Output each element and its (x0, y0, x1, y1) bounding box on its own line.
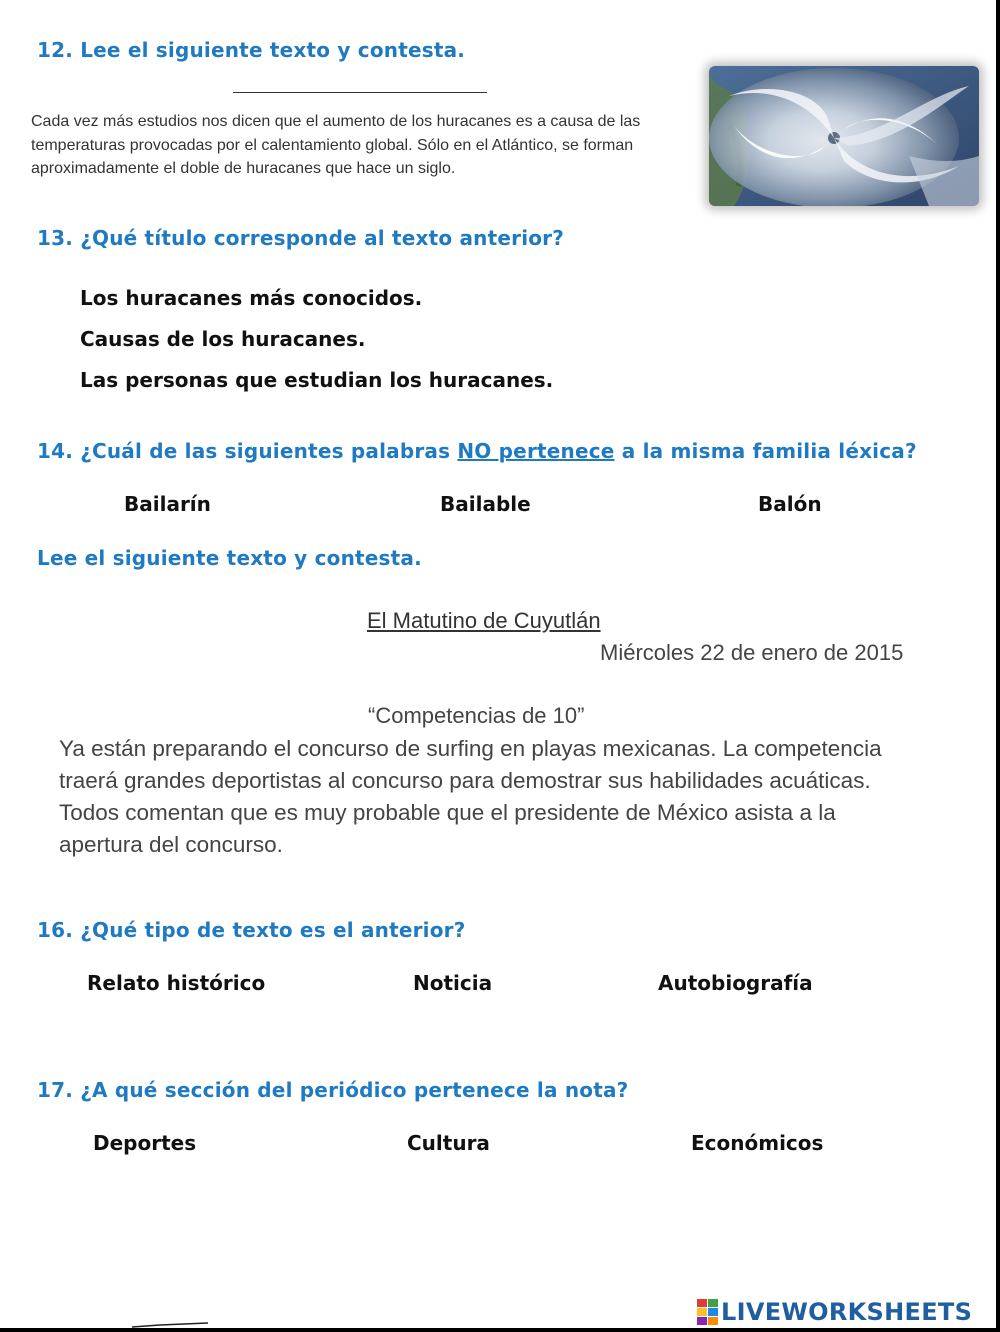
liveworksheets-brand: LIVEWORKSHEETS (721, 1298, 973, 1326)
liveworksheets-logo-icon (697, 1299, 719, 1325)
q14-title-underlined: NO pertenece (457, 439, 615, 463)
q13-option[interactable]: Causas de los huracanes. (80, 327, 366, 351)
q16-option[interactable]: Autobiografía (658, 971, 813, 995)
article-title: “Competencias de 10” (368, 703, 585, 728)
q14-title-start: 14. ¿Cuál de las siguientes palabras (37, 439, 458, 463)
q14-option[interactable]: Bailable (440, 492, 531, 516)
title-blank-line[interactable] (233, 92, 487, 93)
q17-option[interactable]: Deportes (93, 1131, 197, 1155)
newspaper-date: Miércoles 22 de enero de 2015 (600, 640, 904, 665)
q13-option[interactable]: Las personas que estudian los huracanes. (80, 368, 554, 392)
question-17-title: 17. ¿A qué sección del periódico pertenece la nota? (37, 1078, 629, 1102)
question-16-title: 16. ¿Qué tipo de texto es el anterior? (37, 918, 466, 942)
article-body: Ya están preparando el concurso de surfing en playas mexicanas. La competencia traerá grandes deportistas al concurso para demostrar sus habilidades acuáticas. Todos comentan que es muy probable que el presidente de México asista a la apertura del concurso. (59, 736, 882, 857)
pen-mark (130, 1322, 210, 1328)
newspaper-name: El Matutino de Cuyutlán (367, 608, 601, 633)
q14-option[interactable]: Balón (758, 492, 822, 516)
q16-option[interactable]: Noticia (413, 971, 493, 995)
question-12-title: 12. Lee el siguiente texto y contesta. (37, 38, 466, 62)
hurricane-icon (709, 66, 979, 206)
question-13-title: 13. ¿Qué título corresponde al texto anterior? (37, 226, 565, 250)
hurricane-passage: Cada vez más estudios nos dicen que el aumento de los huracanes es a causa de las temperaturas provocadas por el calentamiento global. Sólo en el Atlántico, se forman aproximadamente el doble de huracanes que hace un siglo. (31, 113, 641, 177)
q17-option[interactable]: Cultura (407, 1131, 490, 1155)
q16-option[interactable]: Relato histórico (87, 971, 266, 995)
question-14-title (37, 439, 917, 463)
reading-2-title: Lee el siguiente texto y contesta. (37, 546, 422, 570)
q14-title-end: a la misma familia léxica? (614, 439, 917, 463)
q13-option[interactable]: Los huracanes más conocidos. (80, 286, 423, 310)
q17-option[interactable]: Económicos (691, 1131, 824, 1155)
hurricane-satellite-image (709, 66, 979, 206)
liveworksheets-logo[interactable] (697, 1297, 972, 1327)
q14-option[interactable]: Bailarín (124, 492, 211, 516)
